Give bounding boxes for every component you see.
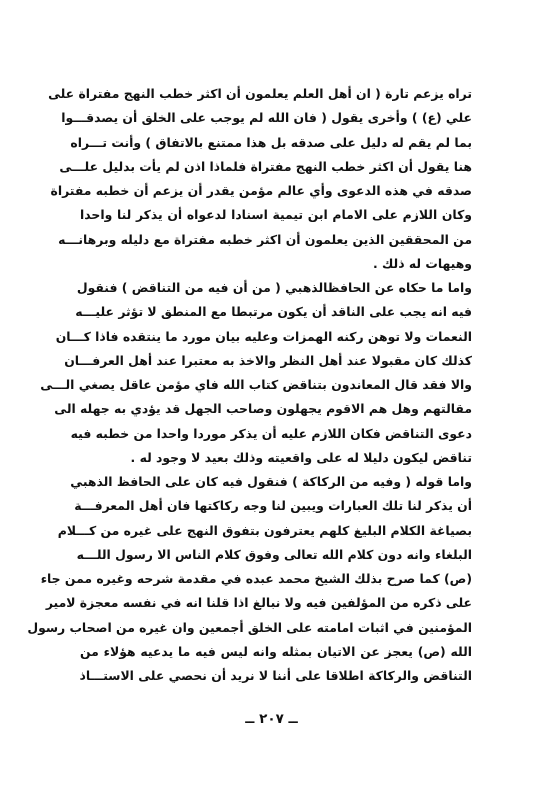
text-line: صدقه في هذه الدعوى وأي عالم مؤمن يقدر أن يزعم أن خطبه مفتراة (50, 183, 472, 198)
text-line: (ص) كما صرح بذلك الشيخ محمد عبده في مقدمة شرحه وغيره ممن جاء (40, 571, 472, 586)
text-line: وكان اللازم على الامام ابن تيمية اسنادا لدعواه أن يذكر لنا واحدا (80, 207, 472, 223)
text-line: هنا يقول أن اكثر خطب النهج مفتراة فلماذا اذن لم يأت بدليل علـــى (59, 158, 472, 174)
text-line: كذلك كان مقبولا عند أهل النظر والاخذ به معتبرا عند أهل العرفـــان (64, 352, 472, 368)
text-line: المؤمنين في اثبات امامته على الخلق أجمعين وان غيره من اصحاب رسول (27, 619, 472, 635)
text-line: بصياغة الكلام البليغ كلهم يعترفون بتفوق النهج على غيره من كـــلام (57, 522, 472, 538)
text-line: مقالتهم وهل هم الاقوم يجهلون وصاحب الجهل قد يؤدي به جهله الى (54, 401, 472, 417)
text-line: دعوى التناقض فكان اللازم عليه أن يذكر موردا واحدا من خطبه فيه (70, 425, 472, 441)
text-line: علي (ع) ) وأخرى يقول ( فان الله لم يوجب على الخلق أن يصدقـــوا (61, 110, 472, 126)
text-line: على ذكره من المؤلفين فيه ولا نبالغ اذا قلنا انه في نفسه معجزة لامير (45, 595, 472, 611)
text-line: واما قوله ( وفيه من الركاكة ) فنقول فيه كان على الحافظ الذهبي (70, 474, 472, 489)
page-number: ــ ٢٠٧ ــ (245, 711, 298, 727)
text-line: والا فقد قال المعاندون بتناقض كتاب الله فاي مؤمن عاقل يصغي الـــى (40, 377, 472, 392)
text-line: بما لم يقم له دليل على صدقه بل هذا ممتنع بالاتفاق ) وأنت تـــراه (70, 134, 472, 150)
text-line: الله (ص) يعجز عن الاتيان بمثله وانه ليس فيه ما يدعيه هؤلاء من (80, 643, 472, 659)
text-line: فيه انه يجب على الناقد أن يكون مرتبطا مع المنطق لا تؤثر عليـــه (75, 304, 472, 320)
text-line: أن يذكر لنا تلك العبارات ويبين لنا وجه ركاكتها فان أهل المعرفـــة (74, 498, 472, 514)
text-line: التناقض والركاكة اطلاقا على أننا لا نريد أن نحصي على الاستـــاذ (79, 668, 472, 683)
text-line: البلغاء وانه دون كلام الله تعالى وفوق كلام الناس الا رسول اللـــه (76, 546, 472, 562)
text-line: النعمات ولا توهن ركنه الهمزات وعليه بيان مورد ما ينتقده فاذا كـــان (55, 328, 472, 344)
text-line: تراه يزعم تارة ( ان أهل العلم يعلمون أن اكثر خطب النهج مفتراة على (48, 86, 472, 101)
text-line: تناقض ليكون دليلا له على واقعيته وذلك بعيد لا وجود له . (130, 449, 472, 465)
text-line: وهيهات له ذلك . (373, 255, 472, 271)
text-line: من المحققين الذين يعلمون أن اكثر خطبه مفتراة مع دليله وبرهانـــه (58, 231, 472, 247)
text-line: واما ما حكاه عن الحافظالذهبي ( من أن فيه من التناقض ) فنقول (76, 280, 472, 295)
page-text-body (27, 82, 472, 688)
